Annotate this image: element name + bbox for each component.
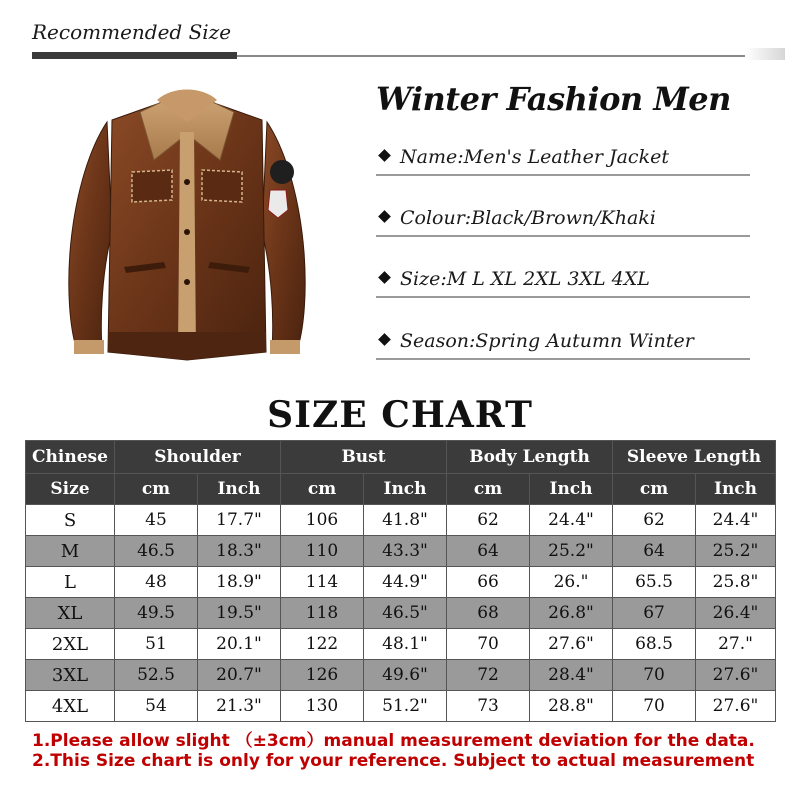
measurement-cell: 45 — [115, 505, 198, 536]
diamond-bullet-icon — [378, 271, 391, 284]
header — [0, 0, 800, 62]
measurement-cell: 54 — [115, 691, 198, 722]
measurement-cell: 66 — [447, 567, 530, 598]
header-underline-bar — [32, 52, 237, 59]
measurement-cell: 48 — [115, 567, 198, 598]
measurement-cell: 20.7" — [198, 660, 281, 691]
measurement-cell: 27.6" — [696, 691, 776, 722]
measurement-cell: 20.1" — [198, 629, 281, 660]
measurement-cell: 49.5 — [115, 598, 198, 629]
info-colour-text: Colour:Black/Brown/Khaki — [400, 207, 656, 229]
size-chart-title: SIZE CHART — [267, 394, 533, 436]
size-cell: L — [26, 567, 115, 598]
diamond-bullet-icon — [378, 333, 391, 346]
table-row — [26, 536, 776, 567]
note-reference: 2.This Size chart is only for your reference. Subject to actual measurement — [32, 751, 755, 771]
measurement-cell: 17.7" — [198, 505, 281, 536]
measurement-cell: 26.4" — [696, 598, 776, 629]
info-divider — [376, 296, 750, 298]
measurement-cell: 24.4" — [530, 505, 613, 536]
size-label: Size — [26, 474, 115, 505]
measurement-cell: 73 — [447, 691, 530, 722]
note-deviation: 1.Please allow slight （±3cm）manual measurement deviation for the data. — [32, 731, 755, 751]
info-divider — [376, 174, 750, 176]
measurement-cell: 72 — [447, 660, 530, 691]
size-rows — [26, 505, 776, 722]
measurement-cell: 70 — [613, 691, 696, 722]
table-row — [26, 598, 776, 629]
info-size — [380, 268, 650, 298]
measurement-cell: 110 — [281, 536, 364, 567]
diamond-bullet-icon — [378, 149, 391, 162]
measurement-cell: 28.8" — [530, 691, 613, 722]
unit-inch: Inch — [696, 474, 776, 505]
measurement-cell: 26." — [530, 567, 613, 598]
table-row — [26, 629, 776, 660]
measurement-cell: 106 — [281, 505, 364, 536]
measurement-cell: 48.1" — [364, 629, 447, 660]
measurement-cell: 27.6" — [530, 629, 613, 660]
info-season — [380, 330, 694, 360]
group-sleeve-length: Sleeve Length — [613, 441, 776, 474]
size-cell: 2XL — [26, 629, 115, 660]
group-bust: Bust — [281, 441, 447, 474]
measurement-cell: 25.2" — [530, 536, 613, 567]
measurement-cell: 26.8" — [530, 598, 613, 629]
measurement-cell: 62 — [447, 505, 530, 536]
info-name-text: Name:Men's Leather Jacket — [400, 146, 669, 168]
info-season-text: Season:Spring Autumn Winter — [400, 330, 694, 352]
measurement-cell: 65.5 — [613, 567, 696, 598]
measurement-cell: 118 — [281, 598, 364, 629]
measurement-cell: 67 — [613, 598, 696, 629]
measurement-cell: 25.2" — [696, 536, 776, 567]
info-size-text: Size:M L XL 2XL 3XL 4XL — [400, 268, 650, 290]
measurement-cell: 49.6" — [364, 660, 447, 691]
info-divider — [376, 358, 750, 360]
measurement-cell: 27." — [696, 629, 776, 660]
measurement-cell: 70 — [447, 629, 530, 660]
measurement-cell: 130 — [281, 691, 364, 722]
header-title: Recommended Size — [32, 20, 232, 44]
measurement-cell: 126 — [281, 660, 364, 691]
size-cell: 4XL — [26, 691, 115, 722]
unit-inch: Inch — [364, 474, 447, 505]
jacket-image — [62, 82, 312, 367]
measurement-cell: 62 — [613, 505, 696, 536]
measurement-cell: 24.4" — [696, 505, 776, 536]
measurement-cell: 41.8" — [364, 505, 447, 536]
measurement-cell: 18.9" — [198, 567, 281, 598]
diamond-bullet-icon — [378, 210, 391, 223]
unit-inch: Inch — [530, 474, 613, 505]
info-divider — [376, 235, 750, 237]
measurement-cell: 114 — [281, 567, 364, 598]
measurement-cell: 43.3" — [364, 536, 447, 567]
info-name — [380, 146, 669, 176]
unit-cm: cm — [447, 474, 530, 505]
measurement-cell: 52.5 — [115, 660, 198, 691]
header-fade — [745, 48, 785, 60]
group-shoulder: Shoulder — [115, 441, 281, 474]
measurement-cell: 68.5 — [613, 629, 696, 660]
measurement-cell: 46.5" — [364, 598, 447, 629]
measurement-cell: 18.3" — [198, 536, 281, 567]
measurement-cell: 68 — [447, 598, 530, 629]
measurement-cell: 21.3" — [198, 691, 281, 722]
unit-cm: cm — [613, 474, 696, 505]
measurement-cell: 19.5" — [198, 598, 281, 629]
measurement-cell: 28.4" — [530, 660, 613, 691]
product-title: Winter Fashion Men — [376, 80, 731, 118]
unit-cm: cm — [281, 474, 364, 505]
measurement-cell: 64 — [613, 536, 696, 567]
chinese-label: Chinese — [26, 441, 115, 474]
measurement-cell: 122 — [281, 629, 364, 660]
size-chart-table — [25, 440, 776, 722]
group-body-length: Body Length — [447, 441, 613, 474]
measurement-cell: 64 — [447, 536, 530, 567]
unit-inch: Inch — [198, 474, 281, 505]
table-row — [26, 505, 776, 536]
measurement-cell: 46.5 — [115, 536, 198, 567]
info-colour — [380, 207, 656, 237]
unit-cm: cm — [115, 474, 198, 505]
size-cell: S — [26, 505, 115, 536]
table-row — [26, 567, 776, 598]
measurement-cell: 70 — [613, 660, 696, 691]
size-cell: M — [26, 536, 115, 567]
table-row — [26, 660, 776, 691]
measurement-cell: 25.8" — [696, 567, 776, 598]
measurement-cell: 51 — [115, 629, 198, 660]
measurement-cell: 51.2" — [364, 691, 447, 722]
table-row — [26, 691, 776, 722]
measurement-cell: 27.6" — [696, 660, 776, 691]
measurement-cell: 44.9" — [364, 567, 447, 598]
size-cell: 3XL — [26, 660, 115, 691]
header-divider — [237, 55, 782, 57]
size-cell: XL — [26, 598, 115, 629]
